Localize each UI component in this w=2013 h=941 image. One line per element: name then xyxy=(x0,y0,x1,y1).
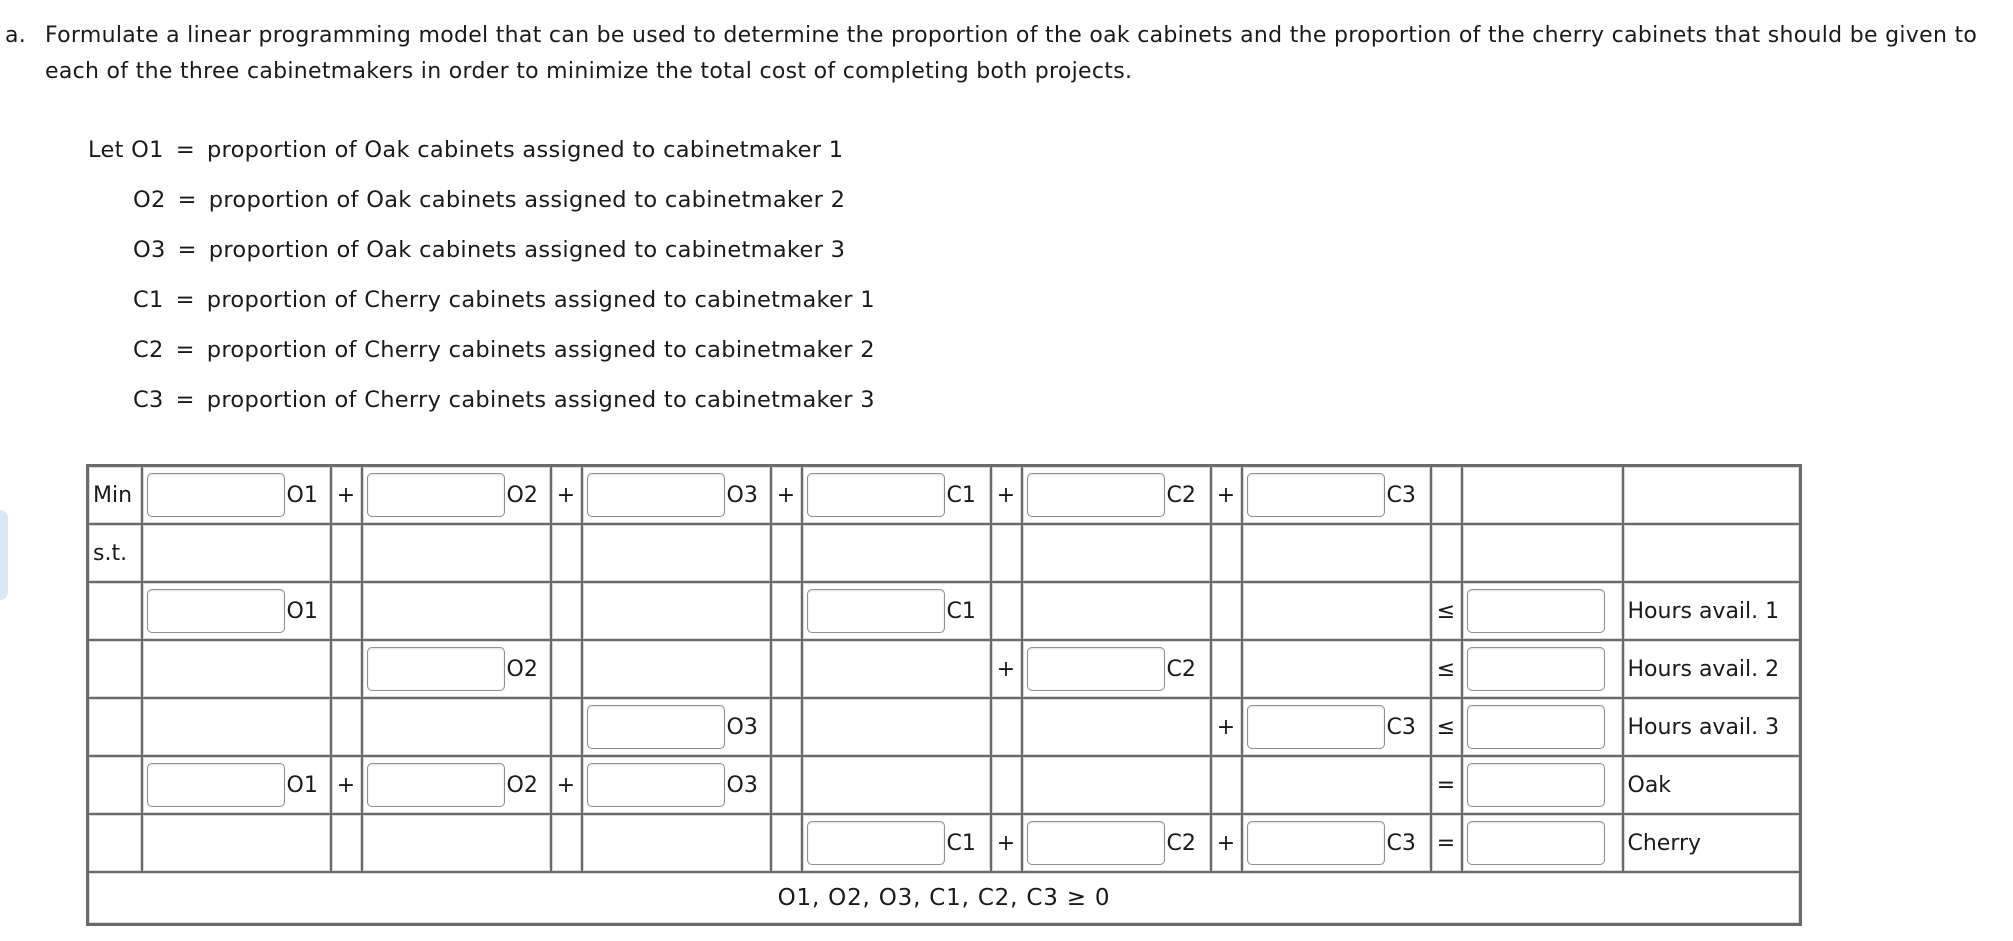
definition-text: proportion of Cherry cabinets assigned to cabinetmaker 2 xyxy=(206,337,875,363)
c2-coef-c2-input[interactable] xyxy=(1027,647,1165,691)
constraint-row-cherry xyxy=(88,814,1801,872)
let-label: Let xyxy=(88,137,124,163)
var-label-c1: C1 xyxy=(946,598,976,624)
equals-sign: = xyxy=(1431,756,1462,814)
leq-sign: ≤ xyxy=(1431,698,1462,756)
c5-rhs-input[interactable] xyxy=(1467,821,1605,865)
c5-coef-c1-input[interactable] xyxy=(807,821,945,865)
question-block xyxy=(5,18,2005,90)
definition-symbol: C2 xyxy=(133,337,164,363)
var-label-o1: O1 xyxy=(286,598,318,624)
plus-sign: + xyxy=(1211,698,1242,756)
definition-symbol: C3 xyxy=(133,387,164,413)
c4-coef-o3-input[interactable] xyxy=(587,763,725,807)
question-number: a. xyxy=(5,23,27,48)
constraint-row-hours-2 xyxy=(88,640,1801,698)
definition-row-o1: Let O1 = proportion of Oak cabinets assigned to cabinetmaker 1 xyxy=(88,133,843,167)
constraint-row-oak xyxy=(88,756,1801,814)
definition-row-o3: O3 = proportion of Oak cabinets assigned to cabinetmaker 3 xyxy=(133,233,845,267)
objective-coef-c3-input[interactable] xyxy=(1247,473,1385,517)
definition-text: proportion of Cherry cabinets assigned to cabinetmaker 1 xyxy=(206,287,875,313)
var-label-o3: O3 xyxy=(726,482,758,508)
var-label-o2: O2 xyxy=(506,482,538,508)
c4-coef-o2-input[interactable] xyxy=(367,763,505,807)
definition-text: proportion of Oak cabinets assigned to cabinetmaker 3 xyxy=(208,237,846,263)
plus-sign: + xyxy=(991,814,1022,872)
objective-coef-o1-input[interactable] xyxy=(147,473,285,517)
c1-coef-o1-input[interactable] xyxy=(147,589,285,633)
var-label-o1: O1 xyxy=(286,482,318,508)
var-label-c1: C1 xyxy=(946,830,976,856)
definition-symbol: C1 xyxy=(133,287,164,313)
constraint-row-hours-1 xyxy=(88,582,1801,640)
rhs-label-hours-3: Hours avail. 3 xyxy=(1623,698,1801,756)
objective-coef-c2-input[interactable] xyxy=(1027,473,1165,517)
constraint-row-hours-3 xyxy=(88,698,1801,756)
definition-text: proportion of Cherry cabinets assigned to cabinetmaker 3 xyxy=(206,387,875,413)
lp-model-table xyxy=(86,464,1802,926)
c5-coef-c2-input[interactable] xyxy=(1027,821,1165,865)
var-label-c2: C2 xyxy=(1166,656,1196,682)
var-label-o3: O3 xyxy=(726,772,758,798)
var-label-c2: C2 xyxy=(1166,482,1196,508)
min-label: Min xyxy=(88,466,142,525)
plus-sign: + xyxy=(771,466,802,525)
st-row xyxy=(88,524,1801,582)
leq-sign: ≤ xyxy=(1431,640,1462,698)
definition-symbol: O3 xyxy=(133,237,166,263)
var-label-o1: O1 xyxy=(286,772,318,798)
c2-rhs-input[interactable] xyxy=(1467,647,1605,691)
definition-row-c3: C3 = proportion of Cherry cabinets assigned to cabinetmaker 3 xyxy=(133,383,875,417)
nonnegativity-constraint: O1, O2, O3, C1, C2, C3 ≥ 0 xyxy=(88,872,1801,925)
c3-coef-o3-input[interactable] xyxy=(587,705,725,749)
leq-sign: ≤ xyxy=(1431,582,1462,640)
definition-row-c1: C1 = proportion of Cherry cabinets assigned to cabinetmaker 1 xyxy=(133,283,875,317)
equals-sign: = xyxy=(1431,814,1462,872)
plus-sign: + xyxy=(991,640,1022,698)
c3-rhs-input[interactable] xyxy=(1467,705,1605,749)
var-label-c1: C1 xyxy=(946,482,976,508)
rhs-label-oak: Oak xyxy=(1623,756,1801,814)
plus-sign: + xyxy=(331,756,362,814)
nonnegativity-row xyxy=(88,872,1801,925)
plus-sign: + xyxy=(551,466,582,525)
definition-symbol: O1 xyxy=(131,137,164,163)
c1-rhs-input[interactable] xyxy=(1467,589,1605,633)
var-label-o2: O2 xyxy=(506,772,538,798)
var-label-c2: C2 xyxy=(1166,830,1196,856)
objective-row xyxy=(88,466,1801,525)
c1-coef-c1-input[interactable] xyxy=(807,589,945,633)
objective-coef-c1-input[interactable] xyxy=(807,473,945,517)
var-label-o3: O3 xyxy=(726,714,758,740)
st-label: s.t. xyxy=(88,524,142,582)
plus-sign: + xyxy=(1211,466,1242,525)
definition-text: proportion of Oak cabinets assigned to cabinetmaker 2 xyxy=(208,187,846,213)
rhs-label-hours-1: Hours avail. 1 xyxy=(1623,582,1801,640)
plus-sign: + xyxy=(331,466,362,525)
plus-sign: + xyxy=(551,756,582,814)
objective-coef-o2-input[interactable] xyxy=(367,473,505,517)
var-label-c3: C3 xyxy=(1386,714,1416,740)
objective-coef-o3-input[interactable] xyxy=(587,473,725,517)
definition-text: proportion of Oak cabinets assigned to cabinetmaker 1 xyxy=(206,137,844,163)
question-text: Formulate a linear programming model that can be used to determine the proportion of the oak cabinets and the proportion of the cherry cabinets that should be given to each of the three cabinetmakers in order to minimize the total cost of completing both projects. xyxy=(45,23,1978,84)
c3-coef-c3-input[interactable] xyxy=(1247,705,1385,749)
c4-rhs-input[interactable] xyxy=(1467,763,1605,807)
c5-coef-c3-input[interactable] xyxy=(1247,821,1385,865)
var-label-c3: C3 xyxy=(1386,830,1416,856)
var-label-o2: O2 xyxy=(506,656,538,682)
definition-row-c2: C2 = proportion of Cherry cabinets assigned to cabinetmaker 2 xyxy=(133,333,875,367)
rhs-label-cherry: Cherry xyxy=(1623,814,1801,872)
plus-sign: + xyxy=(991,466,1022,525)
plus-sign: + xyxy=(1211,814,1242,872)
c4-coef-o1-input[interactable] xyxy=(147,763,285,807)
side-scroll-indicator xyxy=(0,510,8,600)
rhs-label-hours-2: Hours avail. 2 xyxy=(1623,640,1801,698)
definition-row-o2: O2 = proportion of Oak cabinets assigned to cabinetmaker 2 xyxy=(133,183,845,217)
c2-coef-o2-input[interactable] xyxy=(367,647,505,691)
definition-symbol: O2 xyxy=(133,187,166,213)
var-label-c3: C3 xyxy=(1386,482,1416,508)
